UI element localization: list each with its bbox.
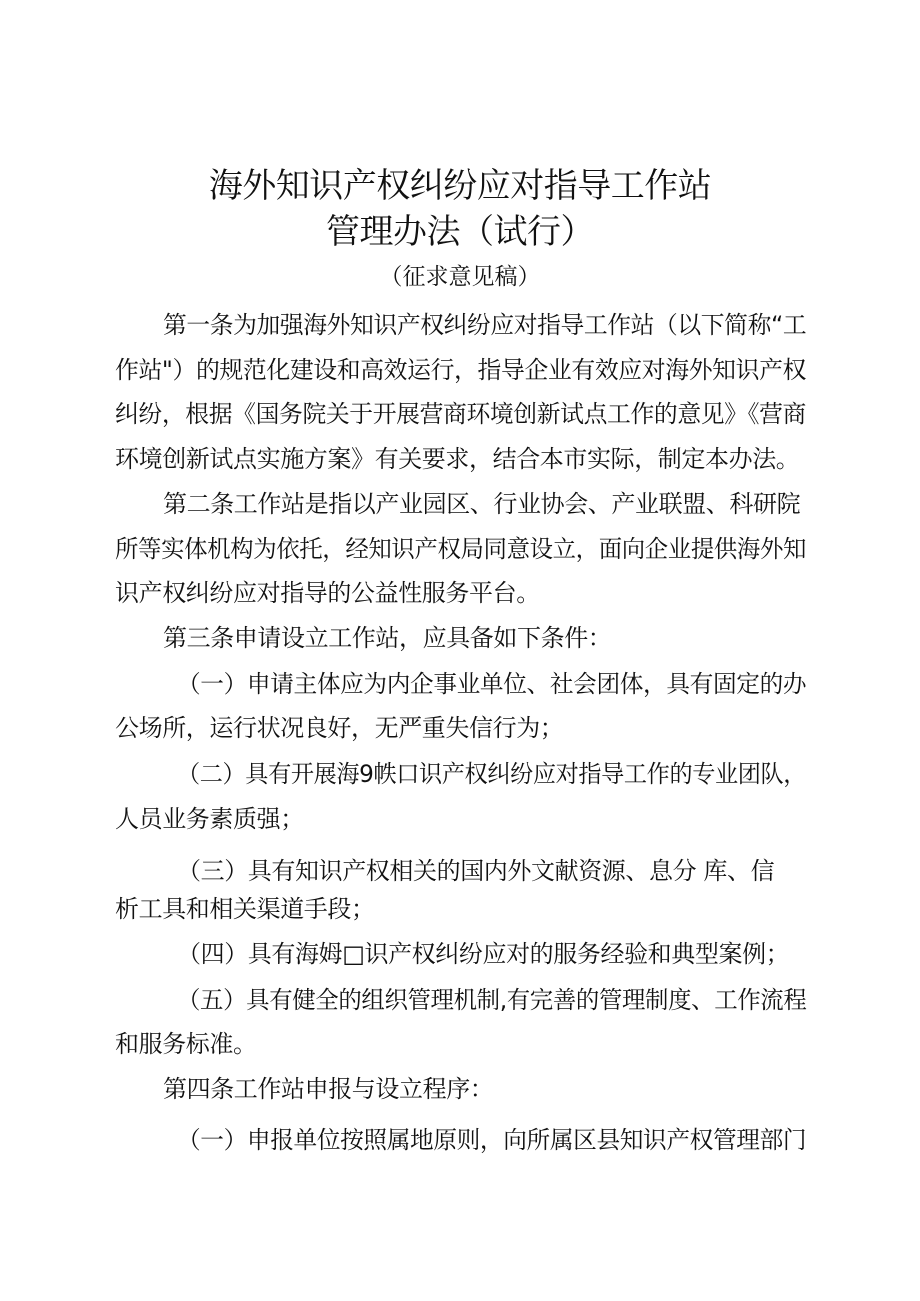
document-subtitle: （征求意见稿） (379, 264, 541, 290)
article-3-heading: 第三条申请设立工作站，应具备如下条件： (163, 624, 612, 652)
article-3-item-5-line-1: （五）具有健全的组织管理机制,有完善的管理制度、工作流程 (177, 986, 807, 1014)
article-3-item-5-line-2: 和服务标准。 (115, 1030, 257, 1058)
article-3-item-1-line-1: （一）申请主体应为内企事业单位、社会团体，具有固定的办 (177, 670, 807, 698)
article-3-item-3-line-1: （三）具有知识产权相关的国内外文献资源、息分 库、信 (177, 857, 775, 885)
article-3-item-3-line-2: 析工具和相关渠道手段； (115, 895, 375, 923)
article-3-item-1-line-2: 公场所，运行状况良好，无严重失信行为； (115, 714, 564, 742)
document-title-line-1: 海外知识产权纠纷应对指导工作站 (208, 166, 712, 206)
article-2-line-3: 识产权纠纷应对指导的公益性服务平台。 (115, 579, 540, 607)
article-2-line-2: 所等实体机构为依托，经知识产权局同意设立，面向企业提供海外知 (115, 535, 807, 563)
article-1-line-4: 环境创新试点实施方案》有关要求，结合本市实际，制定本办法。 (115, 445, 800, 473)
article-3-item-2-line-2: 人员业务素质强； (115, 805, 304, 833)
article-3-item-4: （四）具有海姆□识产权纠纷应对的服务经验和典型案例； (177, 940, 790, 968)
article-2-line-1: 第二条工作站是指以产业园区、行业协会、产业联盟、科研院 (163, 490, 801, 518)
article-1-line-2: 作站"）的规范化建设和高效运行，指导企业有效应对海外知识产权 (115, 356, 807, 384)
article-4-item-1-line-1: （一）申报单位按照属地原则，向所属区县知识产权管理部门 (177, 1126, 807, 1154)
article-1-line-1: 第一条为加强海外知识产权纠纷应对指导工作站（以下简称“工 (163, 311, 807, 339)
article-3-item-2-line-1: （二）具有开展海9帙口识产权纠纷应对指导工作的专业团队， (177, 760, 807, 788)
article-1-line-3: 纠纷，根据《国务院关于开展营商环境创新试点工作的意见》《营商 (115, 400, 806, 428)
document-title-line-2: 管理办法（试行） (326, 212, 594, 252)
article-4-heading: 第四条工作站申报与设立程序： (163, 1075, 494, 1103)
